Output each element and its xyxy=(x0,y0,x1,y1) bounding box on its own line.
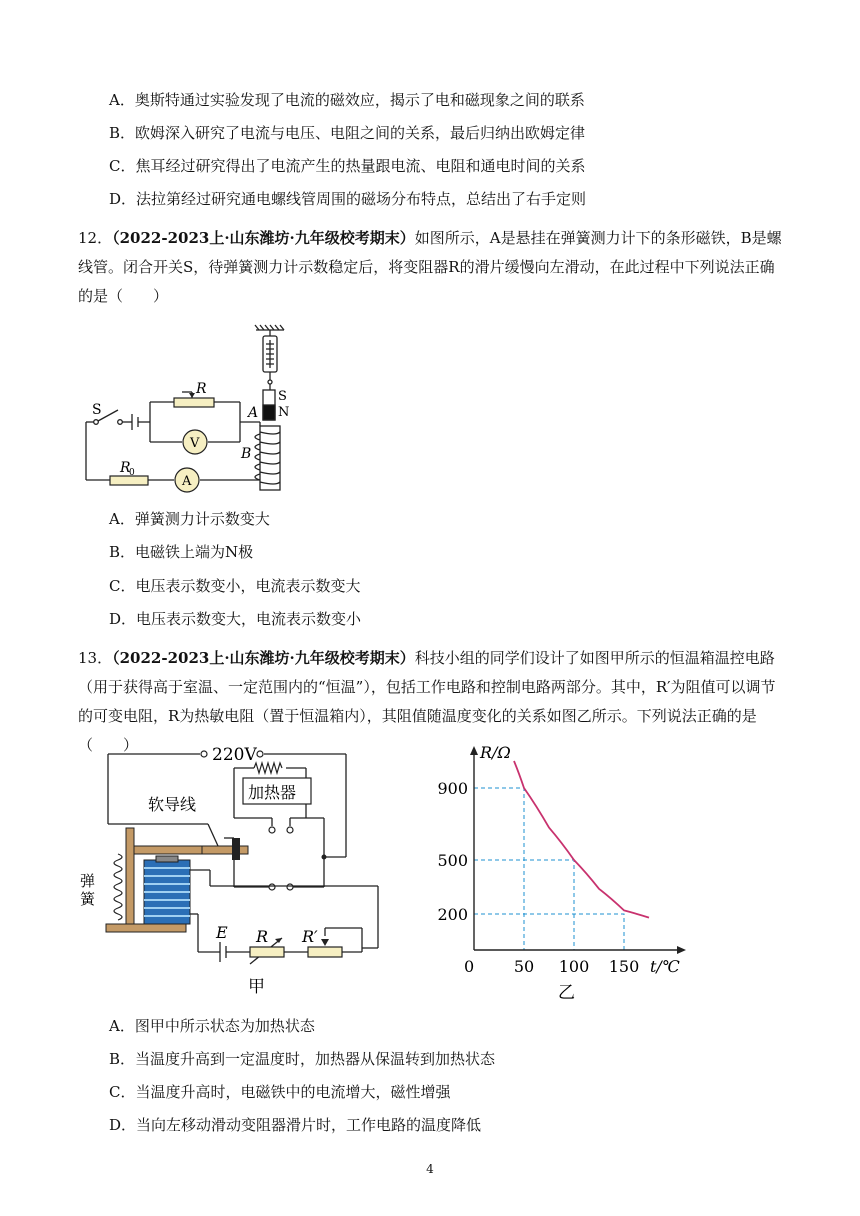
resistance-curve xyxy=(514,761,649,918)
voltmeter-label: V xyxy=(190,436,200,451)
q12-option-d: D．电压表示数变大，电流表示数变小 xyxy=(109,610,362,628)
x-tick-label-150: 150 xyxy=(608,957,640,976)
coil-label: B xyxy=(241,446,252,462)
resistor-subscript: 0 xyxy=(129,468,135,478)
var-resistor-label: R′ xyxy=(302,927,318,946)
guide-line-0 xyxy=(474,788,524,950)
y-tick-label-500: 500 xyxy=(437,851,468,870)
q13-option-b: B．当温度升高到一定温度时，加热器从保温转到加热状态 xyxy=(109,1050,496,1068)
guide-line-2 xyxy=(474,914,624,950)
q12-circuit-figure xyxy=(78,322,308,494)
y-axis-arrow xyxy=(470,746,478,755)
spring-label-1: 弹 xyxy=(80,872,96,890)
x-axis-arrow xyxy=(677,946,686,954)
q13-option-c: C．当温度升高时，电磁铁中的电流增大，磁性增强 xyxy=(109,1083,451,1101)
q13-option-d: D．当向左移动滑动变阻器滑片时，工作电路的温度降低 xyxy=(109,1116,482,1134)
x-tick-label-50: 50 xyxy=(513,957,535,976)
q12-option-b: B．电磁铁上端为N极 xyxy=(109,543,254,561)
y-tick-label-900: 900 xyxy=(437,779,468,798)
q12-option-c: C．电压表示数变小，电流表示数变大 xyxy=(109,577,361,595)
switch-label: S xyxy=(92,402,102,418)
resistor-label: R xyxy=(120,460,131,476)
y-axis-label: R/Ω xyxy=(480,743,511,762)
battery-label: E xyxy=(216,923,228,942)
x-axis-label: t/℃ xyxy=(650,957,680,976)
thermistor-label: R xyxy=(256,927,269,946)
q13-text: 科技小组的同学们设计了如图甲所示的恒温箱温控电路（用于获得高于室温、一定范围内的“恒温”），包括工作电路和控制电路两部分。其中，R′为阻值可以调节的可变电阻，R为热敏电阻（置于恒温箱内），其阻值随温度变化的关系如图乙所示。下列说法正确的是（ ） xyxy=(78,649,776,754)
figure-yi-caption: 乙 xyxy=(558,983,575,1002)
q12-source: （2022-2023上·山东潍坊·九年级校考期末） xyxy=(112,229,415,247)
q11-option-b: B．欧姆深入研究了电流与电压、电阻之间的关系，最后归纳出欧姆定律 xyxy=(109,124,586,142)
heater-label: 加热器 xyxy=(248,783,297,802)
q13-figure-yi-chart xyxy=(430,742,692,1002)
q11-option-a: A．奥斯特通过实验发现了电流的磁效应，揭示了电和磁现象之间的联系 xyxy=(109,91,585,109)
q12-stem xyxy=(78,224,786,311)
voltage-label: 220V xyxy=(212,745,257,765)
y-tick-label-200: 200 xyxy=(437,905,468,924)
q13-option-a: A．图甲中所示状态为加热状态 xyxy=(109,1017,315,1035)
ammeter-label: A xyxy=(182,474,192,489)
magnet-top-pole: S xyxy=(278,389,287,404)
origin-label: 0 xyxy=(464,957,475,976)
q13-source: （2022-2023上·山东潍坊·九年级校考期末） xyxy=(112,649,415,667)
q12-number: 12． xyxy=(78,229,113,247)
x-tick-label-100: 100 xyxy=(558,957,590,976)
q11-option-d: D．法拉第经过研究通电螺线管周围的磁场分布特点，总结出了右手定则 xyxy=(109,190,587,208)
figure-jia-caption: 甲 xyxy=(248,977,265,997)
q12-text: 如图所示，A是悬挂在弹簧测力计下的条形磁铁，B是螺线管。闭合开关S，待弹簧测力计示数稳定后，将变阻器R的滑片缓慢向左滑动，在此过程中下列说法正确的是（ ） xyxy=(78,229,782,305)
magnet-bottom-pole: N xyxy=(278,405,290,420)
magnet-label: A xyxy=(248,405,259,421)
q13-number: 13． xyxy=(78,649,113,667)
q13-figure-jia xyxy=(78,742,398,1002)
wire-label: 软导线 xyxy=(148,795,197,814)
q12-option-a: A．弹簧测力计示数变大 xyxy=(109,510,270,528)
spring-label-2: 簧 xyxy=(80,890,96,908)
q11-option-c: C．焦耳经过研究得出了电流产生的热量跟电流、电阻和通电时间的关系 xyxy=(109,157,586,175)
page-number: 4 xyxy=(426,1162,434,1176)
rheostat-label: R xyxy=(196,381,207,397)
